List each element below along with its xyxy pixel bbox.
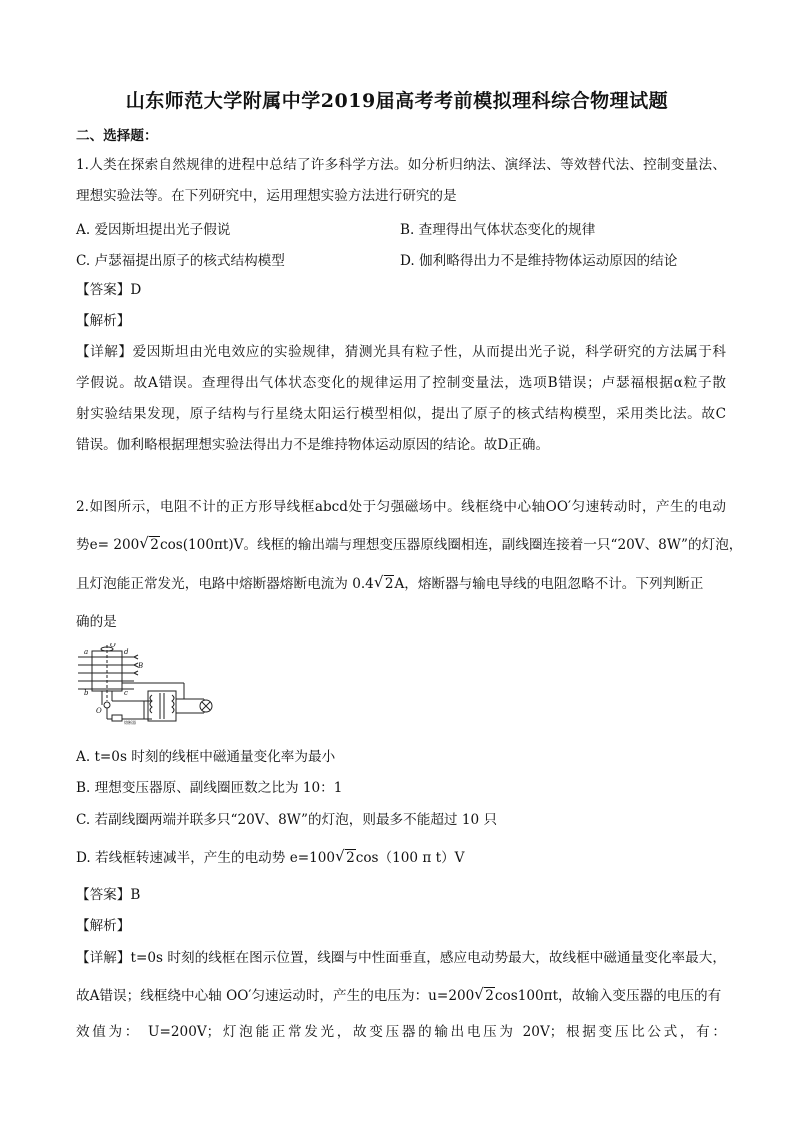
q2-stem-line-2: 势e= 200√ 2cos(100πt)V。线框的输出端与理想变压器原线圈相连，副线圈连接着一只“20V、8W”的灯泡，: [76, 535, 726, 555]
q1-option-d: D. 伽利略得出力不是维持物体运动原因的结论: [400, 253, 678, 269]
q2-analysis-label: 【解析】: [76, 918, 131, 934]
q1-detail-line-4: 错误。伽利略根据理想实验法得出力不是维持物体运动原因的结论。故D正确。: [76, 437, 550, 453]
section-heading: 二、选择题：: [76, 128, 158, 144]
label-o: O: [96, 707, 102, 715]
q2-answer: 【答案】B: [76, 887, 141, 903]
q2-detail-line-3: 效值为： U=200V；灯泡能正常发光，故变压器的输出电压为 20V；根据变压比公式，有：: [76, 1024, 726, 1040]
label-a: a: [84, 648, 89, 656]
q2-option-c: C. 若副线圈两端并联多只“20V、8W”的灯泡，则最多不能超过 10 只: [76, 812, 498, 828]
q2-stem-line-4: 确的是: [76, 614, 117, 630]
q1-analysis-label: 【解析】: [76, 313, 131, 329]
q2-option-a: A. t=0s 时刻的线框中磁通量变化率为最小: [76, 749, 336, 765]
label-fuse: 熔断器: [124, 720, 136, 725]
q1-detail-line-2: 学假说。故A错误。查理得出气体状态变化的规律运用了控制变量法，选项B错误；卢瑟福根据α粒子散: [76, 375, 726, 391]
label-o-prime: O′: [110, 643, 118, 649]
q1-option-c: C. 卢瑟福提出原子的核式结构模型: [76, 253, 285, 269]
q2-option-d: D. 若线框转速减半，产生的电动势 e=100√ 2cos（100 π t）V: [76, 848, 726, 868]
sqrt-symbol: √ 2: [375, 574, 395, 594]
label-b: b: [84, 689, 89, 697]
q2-stem-line-3: 且灯泡能正常发光，电路中熔断器熔断电流为 0.4√ 2A，熔断器与输电导线的电阻忽略不计。下列判断正: [76, 574, 726, 594]
q2-stem-line-1: 2.如图所示，电阻不计的正方形导线框abcd处于匀强磁场中。线框绕中心轴OO′匀速转动时，产生的电动: [76, 499, 726, 515]
label-d: d: [124, 648, 129, 656]
q2-detail-line-2: 故A错误；线框绕中心轴 OO′匀速运动时，产生的电压为：u=200√ 2cos100πt，故输入变压器的电压的有: [76, 986, 726, 1006]
q2-detail-line-1: 【详解】t=0s 时刻的线框在图示位置，线圈与中性面垂直，感应电动势最大，故线框中磁通量变化率最大，: [76, 950, 726, 966]
q1-stem-line-1: 1.人类在探索自然规律的进程中总结了许多科学方法。如分析归纳法、演绎法、等效替代法、控制变量法、: [76, 157, 726, 173]
q1-detail-line-3: 射实验结果发现，原子结构与行星绕太阳运行模型相似，提出了原子的核式结构模型，采用类比法。故C: [76, 406, 726, 422]
circuit-figure: [74, 643, 220, 725]
label-c: c: [124, 689, 128, 697]
label-b-field: B: [138, 662, 144, 670]
sqrt-symbol: √ 2: [336, 848, 356, 868]
sqrt-symbol: √ 2: [140, 535, 160, 555]
q1-detail-line-1: 【详解】爱因斯坦由光电效应的实验规律，猜测光具有粒子性，从而提出光子说，科学研究的方法属于科: [76, 344, 726, 360]
q2-option-b: B. 理想变压器原、副线圈匝数之比为 10：1: [76, 780, 343, 796]
q1-stem-line-2: 理想实验法等。在下列研究中，运用理想实验方法进行研究的是: [76, 188, 457, 204]
page-title: 山东师范大学附属中学2019届高考考前模拟理科综合物理试题: [125, 90, 669, 112]
q1-option-a: A. 爱因斯坦提出光子假说: [76, 222, 231, 238]
q1-answer: 【答案】D: [76, 282, 142, 298]
sqrt-symbol: √ 2: [475, 986, 495, 1006]
q1-option-b: B. 查理得出气体状态变化的规律: [400, 222, 596, 238]
